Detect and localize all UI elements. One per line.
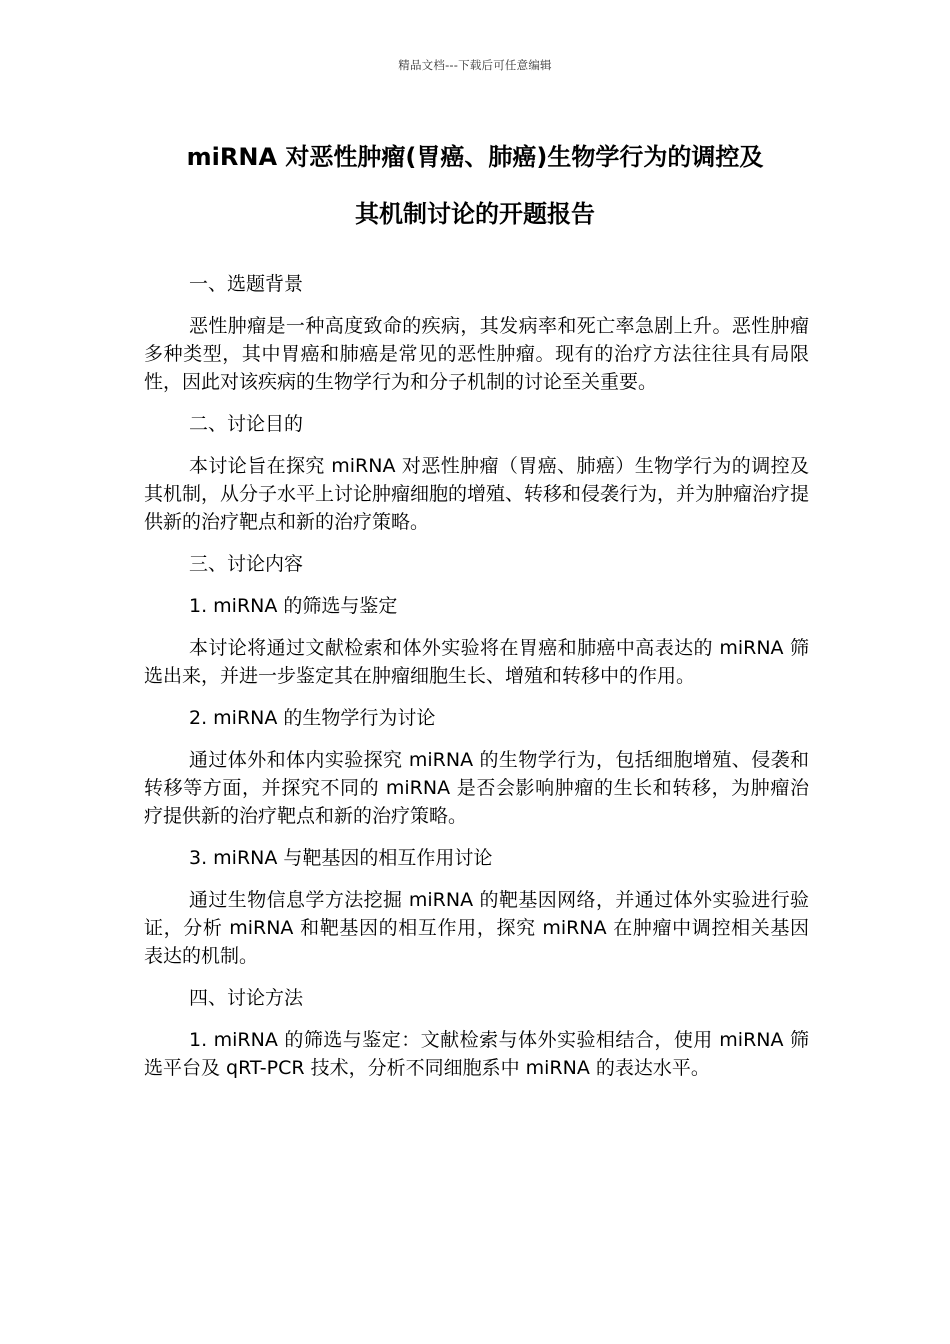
subsection-heading-screening: 1. miRNA 的筛选与鉴定: [189, 595, 398, 617]
subsection-heading-target-genes: 3. miRNA 与靶基因的相互作用讨论: [189, 847, 493, 869]
paragraph-methods-screening: 1. miRNA 的筛选与鉴定：文献检索与体外实验相结合，使用 miRNA 筛选平台及 qRT-PCR 技术，分析不同细胞系中 miRNA 的表达水平。: [144, 1029, 809, 1079]
paragraph-behavior: 通过体外和体内实验探究 miRNA 的生物学行为，包括细胞增殖、侵袭和转移等方面，并探究不同的 miRNA 是否会影响肿瘤的生长和转移，为肿瘤治疗提供新的治疗靶点和新的治疗策略。: [144, 749, 809, 827]
section-heading-purpose: 二、讨论目的: [189, 413, 304, 435]
paragraph-target-genes: 通过生物信息学方法挖掘 miRNA 的靶基因网络，并通过体外实验进行验证，分析 miRNA 和靶基因的相互作用，探究 miRNA 在肿瘤中调控相关基因表达的机制。: [144, 889, 809, 967]
section-heading-background: 一、选题背景: [189, 273, 304, 295]
document-title-line-1: miRNA 对恶性肿瘤(胃癌、肺癌)生物学行为的调控及: [186, 143, 764, 171]
paragraph-purpose: 本讨论旨在探究 miRNA 对恶性肿瘤（胃癌、肺癌）生物学行为的调控及其机制，从分子水平上讨论肿瘤细胞的增殖、转移和侵袭行为，并为肿瘤治疗提供新的治疗靶点和新的治疗策略。: [144, 455, 810, 533]
paragraph-screening: 本讨论将通过文献检索和体外实验将在胃癌和肺癌中高表达的 miRNA 筛选出来，并进一步鉴定其在肿瘤细胞生长、增殖和转移中的作用。: [144, 637, 809, 687]
subsection-heading-behavior: 2. miRNA 的生物学行为讨论: [189, 707, 436, 729]
section-heading-methods: 四、讨论方法: [189, 987, 304, 1009]
document-body: [144, 270, 809, 1096]
document-title-line-2: 其机制讨论的开题报告: [355, 200, 595, 228]
paragraph-background: 恶性肿瘤是一种高度致命的疾病，其发病率和死亡率急剧上升。恶性肿瘤多种类型，其中胃癌和肺癌是常见的恶性肿瘤。现有的治疗方法往往具有局限性，因此对该疾病的生物学行为和分子机制的讨论至关重要。: [144, 315, 809, 393]
section-heading-content: 三、讨论内容: [189, 553, 304, 575]
header-note: 精品文档---下载后可任意编辑: [398, 58, 552, 72]
